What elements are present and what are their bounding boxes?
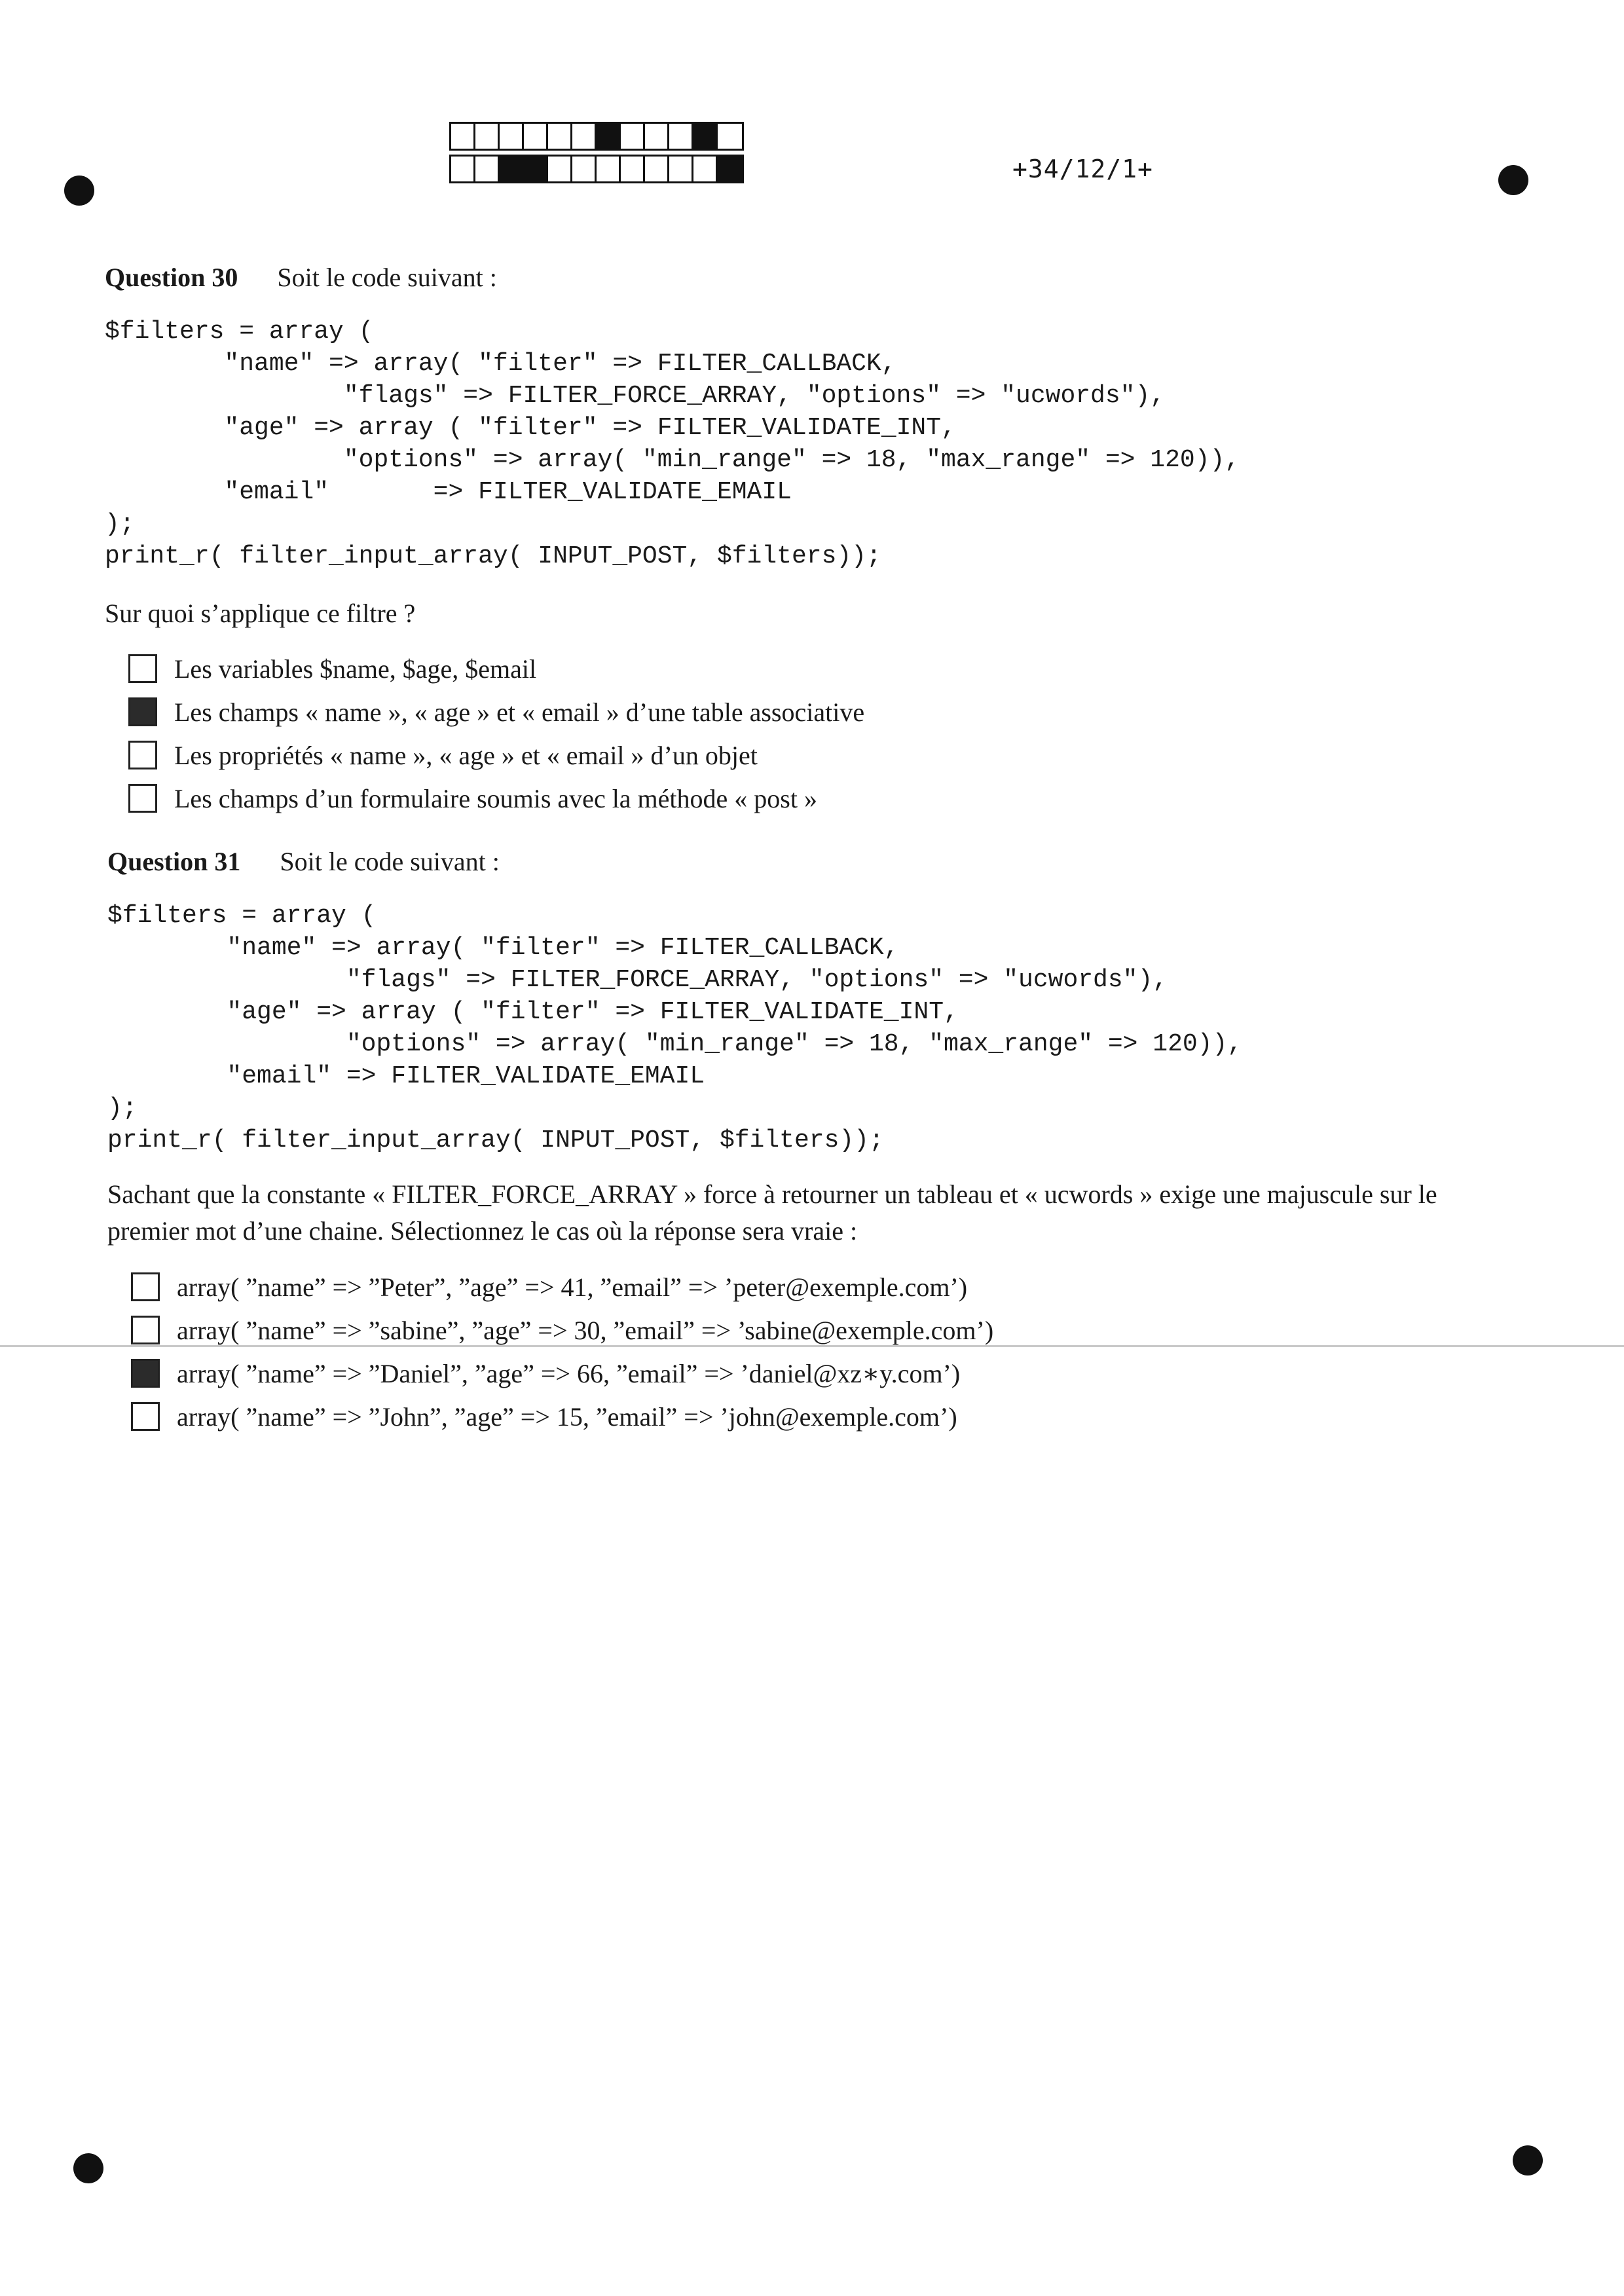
answer-text: array( ”name” => ”sabine”, ”age” => 30, ”email” => ’sabine@exemple.com’) xyxy=(177,1315,994,1345)
empty-checkbox[interactable] xyxy=(131,1272,160,1301)
barcode-cell xyxy=(500,157,524,181)
question-30-label: Question 30 xyxy=(105,263,238,292)
question-31-code: $filters = array ( "name" => array( "filter" => FILTER_CALLBACK, "flags" => FILTER_FORCE_ARRAY, "options" => "ucwords"), "age" => array ( "filter" => FILTER_VALIDATE_INT, "options" => array( "min_range" => 18, "max_range" => 120)), "email" => FILTER_VALIDATE_EMAIL ); print_r( filter_input_array( INPUT_POST, $filters)); xyxy=(107,902,1243,1155)
empty-checkbox[interactable] xyxy=(128,654,157,683)
question-31-prompt: Sachant que la constante « FILTER_FORCE_ARRAY » force à retourner un tableau et « ucwords » exige une majuscule sur le premier mot d’une chaine. Sélectionnez le cas où la réponse sera vraie : xyxy=(107,1179,1437,1246)
answer-text: array( ”name” => ”Daniel”, ”age” => 66, ”email” => ’daniel@xz∗y.com’) xyxy=(177,1358,961,1388)
page-id: +34/12/1+ xyxy=(1012,155,1153,183)
barcode-cell xyxy=(451,157,475,181)
answer-text: array( ”name” => ”Peter”, ”age” => 41, ”email” => ’peter@exemple.com’) xyxy=(177,1272,968,1302)
checked-checkbox[interactable] xyxy=(131,1359,160,1388)
question-31-label: Question 31 xyxy=(107,847,241,876)
answer-option[interactable] xyxy=(131,1265,993,1308)
barcode-cell xyxy=(597,157,621,181)
empty-checkbox[interactable] xyxy=(131,1316,160,1344)
answer-option[interactable] xyxy=(128,647,864,690)
empty-checkbox[interactable] xyxy=(128,741,157,769)
question-30-code: $filters = array ( "name" => array( "filter" => FILTER_CALLBACK, "flags" => FILTER_FORCE_ARRAY, "options" => "ucwords"), "age" => array ( "filter" => FILTER_VALIDATE_INT, "options" => array( "min_range" => 18, "max_range" => 120)), "email" => FILTER_VALIDATE_EMAIL ); print_r( filter_input_array( INPUT_POST, $filters)); xyxy=(105,318,1240,570)
registration-mark-bottom-left xyxy=(73,2153,103,2183)
question-31-intro: Soit le code suivant : xyxy=(280,847,500,876)
question-30-answers xyxy=(128,647,864,820)
answer-option[interactable] xyxy=(128,690,864,733)
barcode-cell xyxy=(500,124,524,149)
barcode-cell xyxy=(718,157,742,181)
barcode-cell xyxy=(548,157,572,181)
barcode-cell xyxy=(451,124,475,149)
barcode-cell xyxy=(572,124,597,149)
barcode-cell xyxy=(621,124,645,149)
barcode-row-bottom xyxy=(449,155,744,183)
answer-text: Les champs « name », « age » et « email » d’une table associative xyxy=(174,697,865,727)
barcode-cell xyxy=(693,157,718,181)
answer-text: array( ”name” => ”John”, ”age” => 15, ”email” => ’john@exemple.com’) xyxy=(177,1401,957,1432)
page-divider-line xyxy=(0,1345,1624,1347)
barcode-cell xyxy=(475,157,500,181)
checked-checkbox[interactable] xyxy=(128,697,157,726)
barcode-cell xyxy=(669,124,693,149)
question-30-prompt: Sur quoi s’applique ce filtre ? xyxy=(105,599,416,628)
barcode-cell xyxy=(475,124,500,149)
answer-option[interactable] xyxy=(131,1395,993,1438)
barcode-cell xyxy=(524,124,548,149)
barcode-cell xyxy=(693,124,718,149)
empty-checkbox[interactable] xyxy=(131,1402,160,1431)
barcode-cell xyxy=(572,157,597,181)
question-31-answers xyxy=(131,1265,993,1438)
registration-mark-top-left xyxy=(64,176,94,206)
empty-checkbox[interactable] xyxy=(128,784,157,813)
answer-option[interactable] xyxy=(128,777,864,820)
answer-text: Les propriétés « name », « age » et « email » d’un objet xyxy=(174,740,758,770)
registration-mark-bottom-right xyxy=(1513,2145,1543,2176)
question-31-heading xyxy=(107,846,500,877)
barcode-cell xyxy=(669,157,693,181)
answer-option[interactable] xyxy=(128,733,864,777)
barcode-cell xyxy=(524,157,548,181)
barcode-cell xyxy=(645,157,669,181)
answer-option[interactable] xyxy=(131,1352,993,1395)
barcode-cell xyxy=(645,124,669,149)
barcode-cell xyxy=(718,124,742,149)
barcode-cell xyxy=(621,157,645,181)
question-30-heading xyxy=(105,262,497,293)
question-30-intro: Soit le code suivant : xyxy=(277,263,497,292)
barcode-row-top xyxy=(449,122,744,151)
barcode-cell xyxy=(597,124,621,149)
registration-mark-top-right xyxy=(1498,165,1528,195)
barcode-cell xyxy=(548,124,572,149)
answer-text: Les champs d’un formulaire soumis avec la méthode « post » xyxy=(174,783,817,813)
answer-text: Les variables $name, $age, $email xyxy=(174,654,537,684)
